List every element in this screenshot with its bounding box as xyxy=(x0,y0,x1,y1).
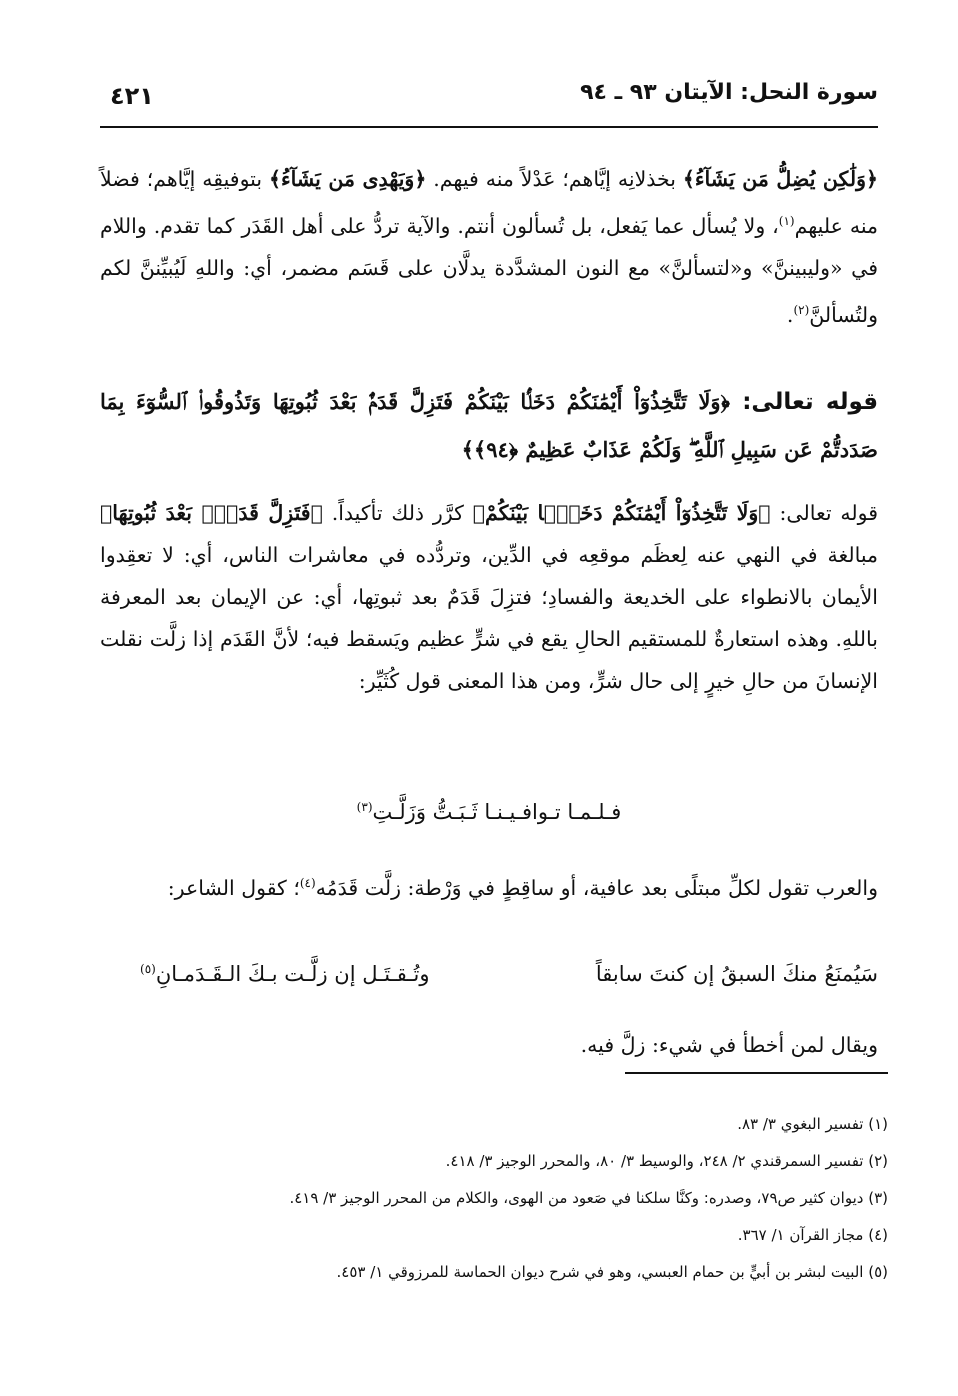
footnote-divider xyxy=(625,1072,888,1074)
paragraph-text: بتوفيقِه إيَّاهم؛ فضلاً منه عليهم xyxy=(100,167,878,238)
footnote-ref[interactable]: (٢) xyxy=(793,302,810,317)
quran-quote: ﴿فَتَزِلَّ قَدَمٌۢ بَعْدَ ثُبُوتِهَا﴾ xyxy=(100,501,323,525)
verse-heading xyxy=(100,378,878,474)
page-header xyxy=(100,70,878,128)
paragraph-text: ؛ كقول الشاعر: xyxy=(167,875,300,900)
paragraph-text: . xyxy=(786,302,794,327)
paragraph-2 xyxy=(100,492,878,702)
footnote-ref[interactable]: (١) xyxy=(778,214,795,228)
quran-verse: ﴿وَلَا تَتَّخِذُوٓاْ أَيْمَٰنَكُمْ دَخَلًۢا بَيْنَكُمْ فَتَزِلَّ قَدَمٌۢ بَعْدَ ثُبُوتِهَا وَتَذُوقُوا۟ ٱلسُّوٓءَ بِمَا صَدَدتُّمْ عَن سَبِيلِ ٱللَّهِ ۖ وَلَكُمْ عَذَابٌ عَظِيمٌ ﴿٩٤﴾﴾ xyxy=(100,389,878,462)
footnote-item: (٥) البيت لبشر بن أبيٍّ بن حمام العبسي، وهو في شرح ديوان الحماسة للمرزوقي ١/ ٤٥٣. xyxy=(336,1263,888,1281)
footnote-ref[interactable]: (٣) xyxy=(356,800,373,814)
poetry-line xyxy=(100,800,878,824)
footnotes xyxy=(100,1106,888,1291)
footnote-item: (٤) مجاز القرآن ١/ ٣٦٧. xyxy=(737,1226,888,1244)
paragraph-text: كرَّر ذلك تأكيداً. xyxy=(322,501,473,525)
poetry-text: فـلـمـا تـوافـيـنـا ثَـبَـتُّ وَزَلَّـتِ xyxy=(372,800,622,824)
footnote-item: (١) تفسير البغوي ٣/ ٨٣. xyxy=(737,1115,888,1133)
paragraph-4: ويقال لمن أخطأ في شيء: زلَّ فيه. xyxy=(580,1033,878,1057)
running-title: سورة النحل: الآيتان ٩٣ ـ ٩٤ xyxy=(580,80,878,105)
paragraph-text: مبالغة في النهي عنه لِعظَم موقعِه في الدِّين، وتردُّده في معاشرات الناس، أي: لا تعقِدوا الأيمان بالانطواء على الخديعة والفسادِ؛ فتزِلَ قَدَمٌ بعد ثبوتِها، أي: عن الإيمان بعد المعرفة باللهِ. وهذه استعارةٌ للمستقيم الحالِ يقع في شرٍّ عظيم ويَسقط فيه؛ لأنَّ القَدَم إذا زلَّت نقلت الإنسانَ من حالِ خيرٍ إلى حال شرٍّ، ومن هذا المعنى قول كُثَيِّر: xyxy=(100,543,878,693)
paragraph-3 xyxy=(100,862,878,909)
paragraph-1 xyxy=(100,158,878,336)
poetry-hemistich-1: سَيُمنَعُ منكَ السبقُ إن كنتَ سابقاً xyxy=(595,962,878,986)
quran-quote: ﴿وَيَهْدِى مَن يَشَآءُ﴾ xyxy=(268,167,427,191)
paragraph-text: بخذلانِه إيَّاهم؛ عَدْلاً منه فيهم. xyxy=(426,167,683,191)
paragraph-text: ، ولا يُسأل عما يَفعل، بل تُسألون أنتم. والآية تردُّ على أهل القَدَر كما تقدم. واللام في «وليبيننَّ» و«لتسألنَّ» مع النون المشدَّدة يدلَّان على قَسَم مضمر، أي: واللهِ لَيُبيِّننَّ لكم ولتُسألنَّ xyxy=(100,213,878,327)
poetry-couplet xyxy=(100,962,878,1002)
heading-label: قوله تعالى: xyxy=(729,389,878,415)
page-number: ٤٢١ xyxy=(110,82,154,110)
poetry-hemistich-2 xyxy=(140,962,430,986)
quran-quote: ﴿وَلَٰكِن يُضِلُّ مَن يَشَآءُ﴾ xyxy=(682,167,878,191)
paragraph-text: قوله تعالى: xyxy=(770,501,879,525)
footnote-item: (٢) تفسير السمرقندي ٢/ ٢٤٨، والوسيط ٣/ ٨٠، والمحرر الوجيز ٣/ ٤١٨. xyxy=(445,1152,888,1170)
quran-quote: ﴿وَلَا تَتَّخِذُوٓاْ أَيْمَٰنَكُمْ دَخَلًۢا بَيْنَكُمْ﴾ xyxy=(472,501,771,525)
footnote-ref[interactable]: (٥) xyxy=(140,962,156,976)
paragraph-text: والعرب تقول لكلِّ مبتلًى بعد عافية، أو ساقِطٍ في وَرْطة: زلَّت قَدَمُه xyxy=(315,875,878,900)
poetry-text: وتُـقـتَـل إن زلَّـت بـكَ الـقَـدَمـانِ xyxy=(155,962,430,986)
footnote-ref[interactable]: (٤) xyxy=(299,876,316,890)
footnote-item: (٣) ديوان كثير ص٧٩، وصدره: وكنَّا سلكنا في صَعود من الهوى، والكلام من المحرر الوجيز ٣/ ٤١٩. xyxy=(289,1189,888,1207)
